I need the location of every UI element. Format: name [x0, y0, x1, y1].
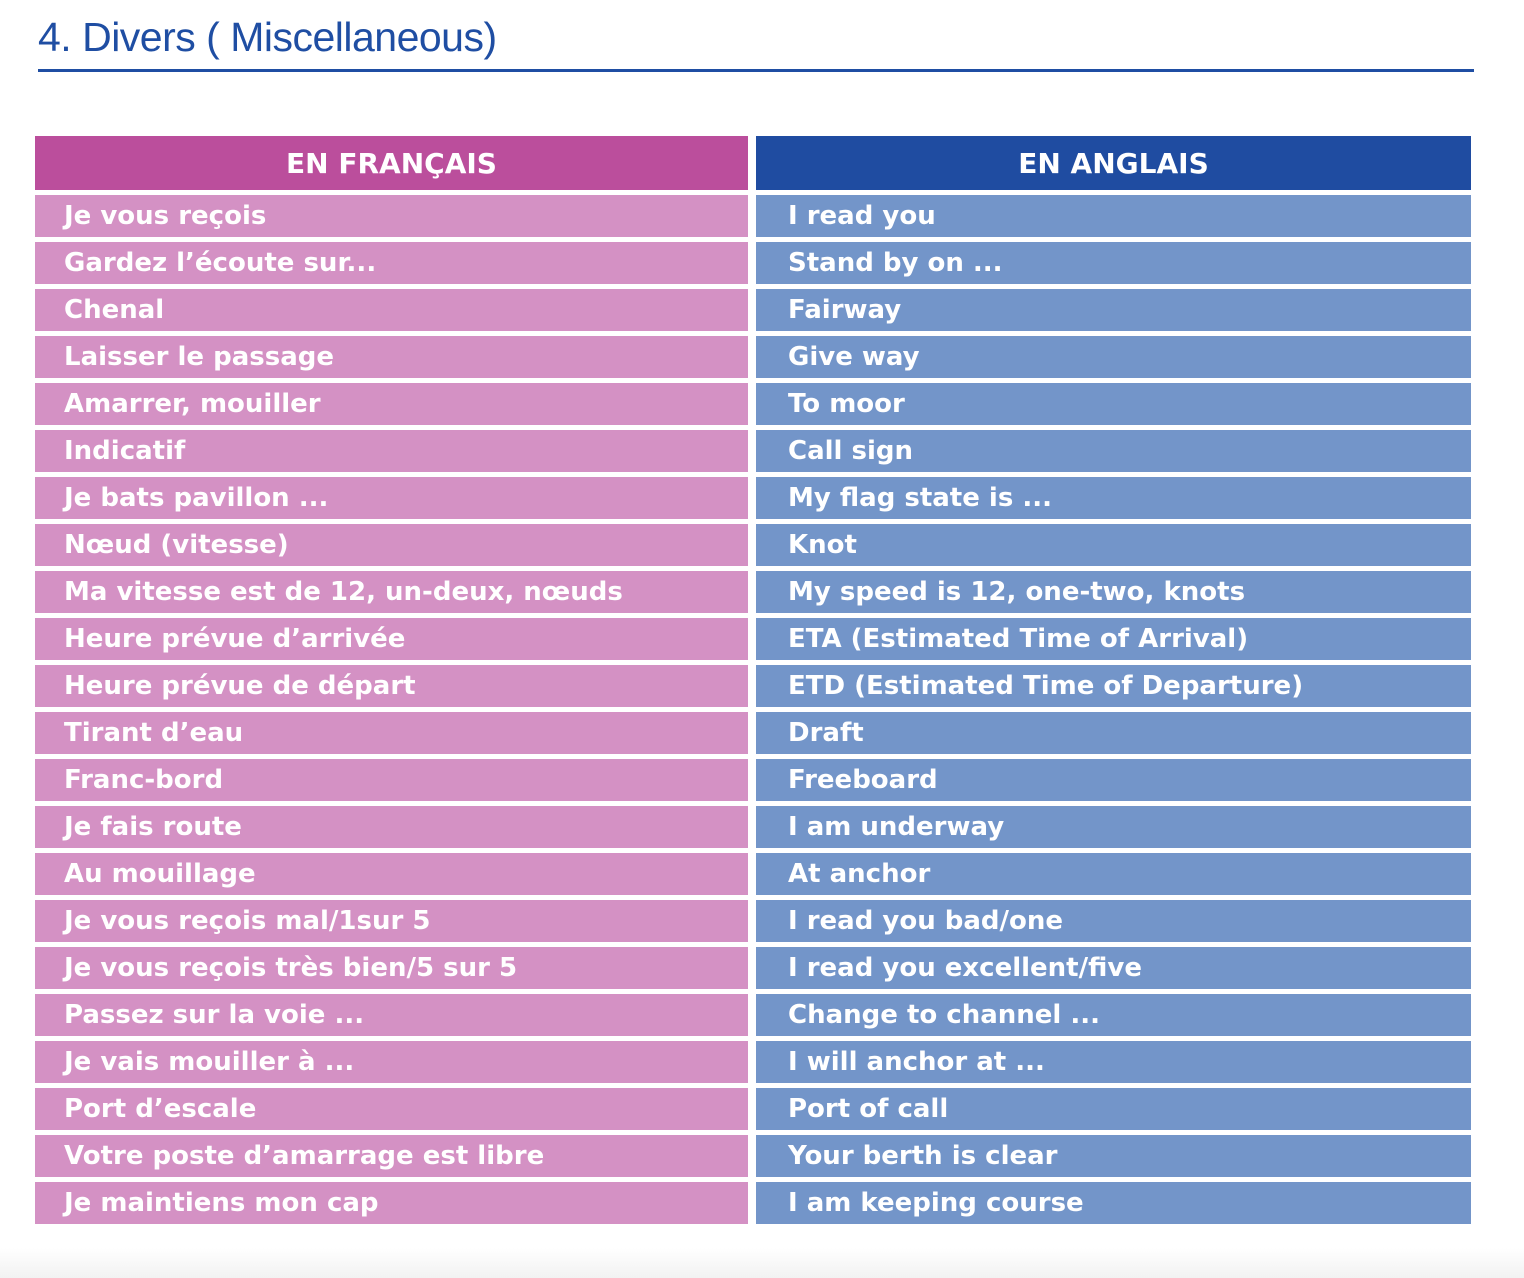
table-row	[35, 665, 1471, 707]
french-term-cell: Gardez l’écoute sur...	[35, 242, 748, 284]
french-term-cell: Heure prévue d’arrivée	[35, 618, 748, 660]
french-term-cell: Laisser le passage	[35, 336, 748, 378]
table-row	[35, 1041, 1471, 1083]
table-row	[35, 806, 1471, 848]
english-term-cell: I am keeping course	[756, 1182, 1471, 1224]
english-term-cell: My speed is 12, one-two, knots	[756, 571, 1471, 613]
english-term-cell: I read you	[756, 195, 1471, 237]
english-term-cell: At anchor	[756, 853, 1471, 895]
english-term-cell: Freeboard	[756, 759, 1471, 801]
english-term-cell: I read you excellent/five	[756, 947, 1471, 989]
table-row	[35, 1182, 1471, 1224]
english-term-cell: Stand by on ...	[756, 242, 1471, 284]
column-header-french: EN FRANÇAIS	[35, 136, 748, 190]
french-term-cell: Passez sur la voie ...	[35, 994, 748, 1036]
table-row	[35, 242, 1471, 284]
english-term-cell: Your berth is clear	[756, 1135, 1471, 1177]
table-row	[35, 477, 1471, 519]
french-term-cell: Je fais route	[35, 806, 748, 848]
french-term-cell: Amarrer, mouiller	[35, 383, 748, 425]
english-term-cell: Fairway	[756, 289, 1471, 331]
english-term-cell: Change to channel ...	[756, 994, 1471, 1036]
english-term-cell: Call sign	[756, 430, 1471, 472]
table-row	[35, 853, 1471, 895]
french-term-cell: Tirant d’eau	[35, 712, 748, 754]
table-row	[35, 712, 1471, 754]
page-bottom-edge	[0, 1248, 1524, 1278]
english-term-cell: To moor	[756, 383, 1471, 425]
table-row	[35, 195, 1471, 237]
english-term-cell: Port of call	[756, 1088, 1471, 1130]
french-term-cell: Je vous reçois mal/1sur 5	[35, 900, 748, 942]
english-term-cell: I read you bad/one	[756, 900, 1471, 942]
english-term-cell: ETA (Estimated Time of Arrival)	[756, 618, 1471, 660]
french-term-cell: Je vais mouiller à ...	[35, 1041, 748, 1083]
table-row	[35, 618, 1471, 660]
table-row	[35, 1088, 1471, 1130]
title-divider	[38, 69, 1474, 72]
table-row	[35, 1135, 1471, 1177]
french-term-cell: Chenal	[35, 289, 748, 331]
table-row	[35, 430, 1471, 472]
table-row	[35, 383, 1471, 425]
english-term-cell: ETD (Estimated Time of Departure)	[756, 665, 1471, 707]
french-term-cell: Votre poste d’amarrage est libre	[35, 1135, 748, 1177]
table-row	[35, 289, 1471, 331]
french-term-cell: Je vous reçois très bien/5 sur 5	[35, 947, 748, 989]
column-header-english: EN ANGLAIS	[756, 136, 1471, 190]
table-row	[35, 571, 1471, 613]
english-term-cell: Knot	[756, 524, 1471, 566]
table-row	[35, 759, 1471, 801]
vocabulary-table	[35, 136, 1471, 1229]
english-term-cell: Give way	[756, 336, 1471, 378]
table-header	[35, 136, 1471, 190]
table-row	[35, 336, 1471, 378]
english-term-cell: My flag state is ...	[756, 477, 1471, 519]
french-term-cell: Je maintiens mon cap	[35, 1182, 748, 1224]
english-term-cell: I am underway	[756, 806, 1471, 848]
english-term-cell: I will anchor at ...	[756, 1041, 1471, 1083]
french-term-cell: Je vous reçois	[35, 195, 748, 237]
table-body	[35, 195, 1471, 1224]
english-term-cell: Draft	[756, 712, 1471, 754]
table-row	[35, 524, 1471, 566]
french-term-cell: Je bats pavillon ...	[35, 477, 748, 519]
french-term-cell: Port d’escale	[35, 1088, 748, 1130]
french-term-cell: Indicatif	[35, 430, 748, 472]
table-row	[35, 900, 1471, 942]
french-term-cell: Au mouillage	[35, 853, 748, 895]
french-term-cell: Heure prévue de départ	[35, 665, 748, 707]
french-term-cell: Nœud (vitesse)	[35, 524, 748, 566]
table-row	[35, 947, 1471, 989]
french-term-cell: Ma vitesse est de 12, un-deux, nœuds	[35, 571, 748, 613]
french-term-cell: Franc-bord	[35, 759, 748, 801]
table-row	[35, 994, 1471, 1036]
page-title: 4. Divers ( Miscellaneous)	[38, 14, 497, 60]
